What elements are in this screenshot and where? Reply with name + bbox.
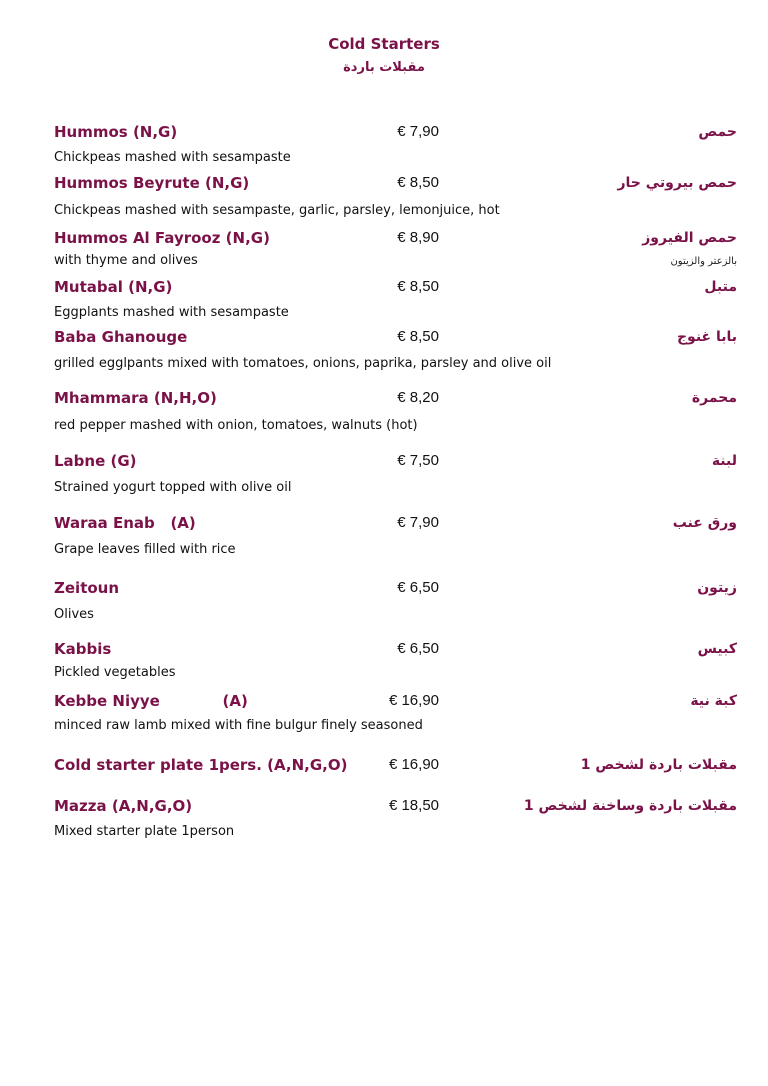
menu-item-description: minced raw lamb mixed with fine bulgur finely seasoned xyxy=(54,718,423,733)
menu-item-price: € 8,20 xyxy=(397,389,439,406)
menu-item-name: Hummos Beyrute (N,G) xyxy=(54,174,250,192)
menu-item-description: Chickpeas mashed with sesampaste xyxy=(54,150,291,165)
menu-item-arabic-name: كبة نية xyxy=(690,693,737,709)
menu-item-price: € 16,90 xyxy=(388,692,439,709)
menu-item-arabic-name: مقبلات باردة لشخص 1 xyxy=(580,757,737,773)
menu-item-description: red pepper mashed with onion, tomatoes, walnuts (hot) xyxy=(54,418,418,433)
menu-item-arabic-name: زيتون xyxy=(697,580,737,596)
menu-item-name: Baba Ghanouge xyxy=(54,328,188,346)
menu-item-arabic-name: حمص بيروتي حار xyxy=(617,175,737,191)
menu-item-name: Kabbis xyxy=(54,640,112,658)
menu-item-price: € 8,50 xyxy=(397,278,439,295)
menu-item-arabic-name: لبنة xyxy=(711,453,737,469)
menu-item-price: € 8,50 xyxy=(397,328,439,345)
menu-item-arabic-name: مقبلات باردة وساخنة لشخص 1 xyxy=(523,798,737,814)
menu-item-price: € 6,50 xyxy=(397,579,439,596)
menu-item-name: Labne (G) xyxy=(54,452,137,470)
menu-item-arabic-name: ورق عنب xyxy=(672,515,737,531)
menu-item-name: Waraa Enab (A) xyxy=(54,514,196,532)
menu-item-arabic-name: كبيس xyxy=(697,641,737,657)
menu-item-price: € 7,90 xyxy=(397,514,439,531)
menu-item-price: € 8,50 xyxy=(397,174,439,191)
menu-item-description: Olives xyxy=(54,607,94,622)
menu-item-price: € 18,50 xyxy=(388,797,439,814)
menu-item-description: Mixed starter plate 1person xyxy=(54,824,235,839)
menu-item-name: Mazza (A,N,G,O) xyxy=(54,797,193,815)
menu-item-name: Cold starter plate 1pers. (A,N,G,O) xyxy=(54,756,348,774)
menu-item-description: Grape leaves filled with rice xyxy=(54,542,236,557)
menu-item-description: Strained yogurt topped with olive oil xyxy=(54,480,292,495)
page-title-arabic: مقبلات باردة xyxy=(343,60,425,75)
menu-item-description: Pickled vegetables xyxy=(54,665,176,680)
menu-item-name: Kebbe Niyye (A) xyxy=(54,692,248,710)
page-title: Cold Starters xyxy=(328,35,440,53)
menu-item-arabic-name: محمرة xyxy=(691,390,737,406)
menu-item-name: Hummos (N,G) xyxy=(54,123,178,141)
menu-item-description: Chickpeas mashed with sesampaste, garlic, parsley, lemonjuice, hot xyxy=(54,203,500,218)
menu-item-price: € 16,90 xyxy=(388,756,439,773)
menu-item-name: Mutabal (N,G) xyxy=(54,278,173,296)
menu-item-description: with thyme and olives xyxy=(54,253,198,268)
menu-item-price: € 6,50 xyxy=(397,640,439,657)
menu-item-arabic-name: حمص الفيروز xyxy=(642,230,737,246)
menu-item-name: Mhammara (N,H,O) xyxy=(54,389,217,407)
menu-item-arabic-name: حمص xyxy=(698,124,737,140)
menu-item-name: Hummos Al Fayrooz (N,G) xyxy=(54,229,270,247)
menu-item-arabic-name: بابا غنوج xyxy=(676,329,737,345)
menu-item-name: Zeitoun xyxy=(54,579,120,597)
menu-item-description: grilled egglpants mixed with tomatoes, onions, paprika, parsley and olive oil xyxy=(54,356,552,371)
menu-item-price: € 7,50 xyxy=(397,452,439,469)
menu-item-price: € 8,90 xyxy=(397,229,439,246)
menu-item-description: Eggplants mashed with sesampaste xyxy=(54,305,289,320)
menu-item-arabic-name: متبل xyxy=(704,279,737,295)
menu-item-arabic-description: بالزعتر والزيتون xyxy=(670,256,737,267)
menu-item-price: € 7,90 xyxy=(397,123,439,140)
